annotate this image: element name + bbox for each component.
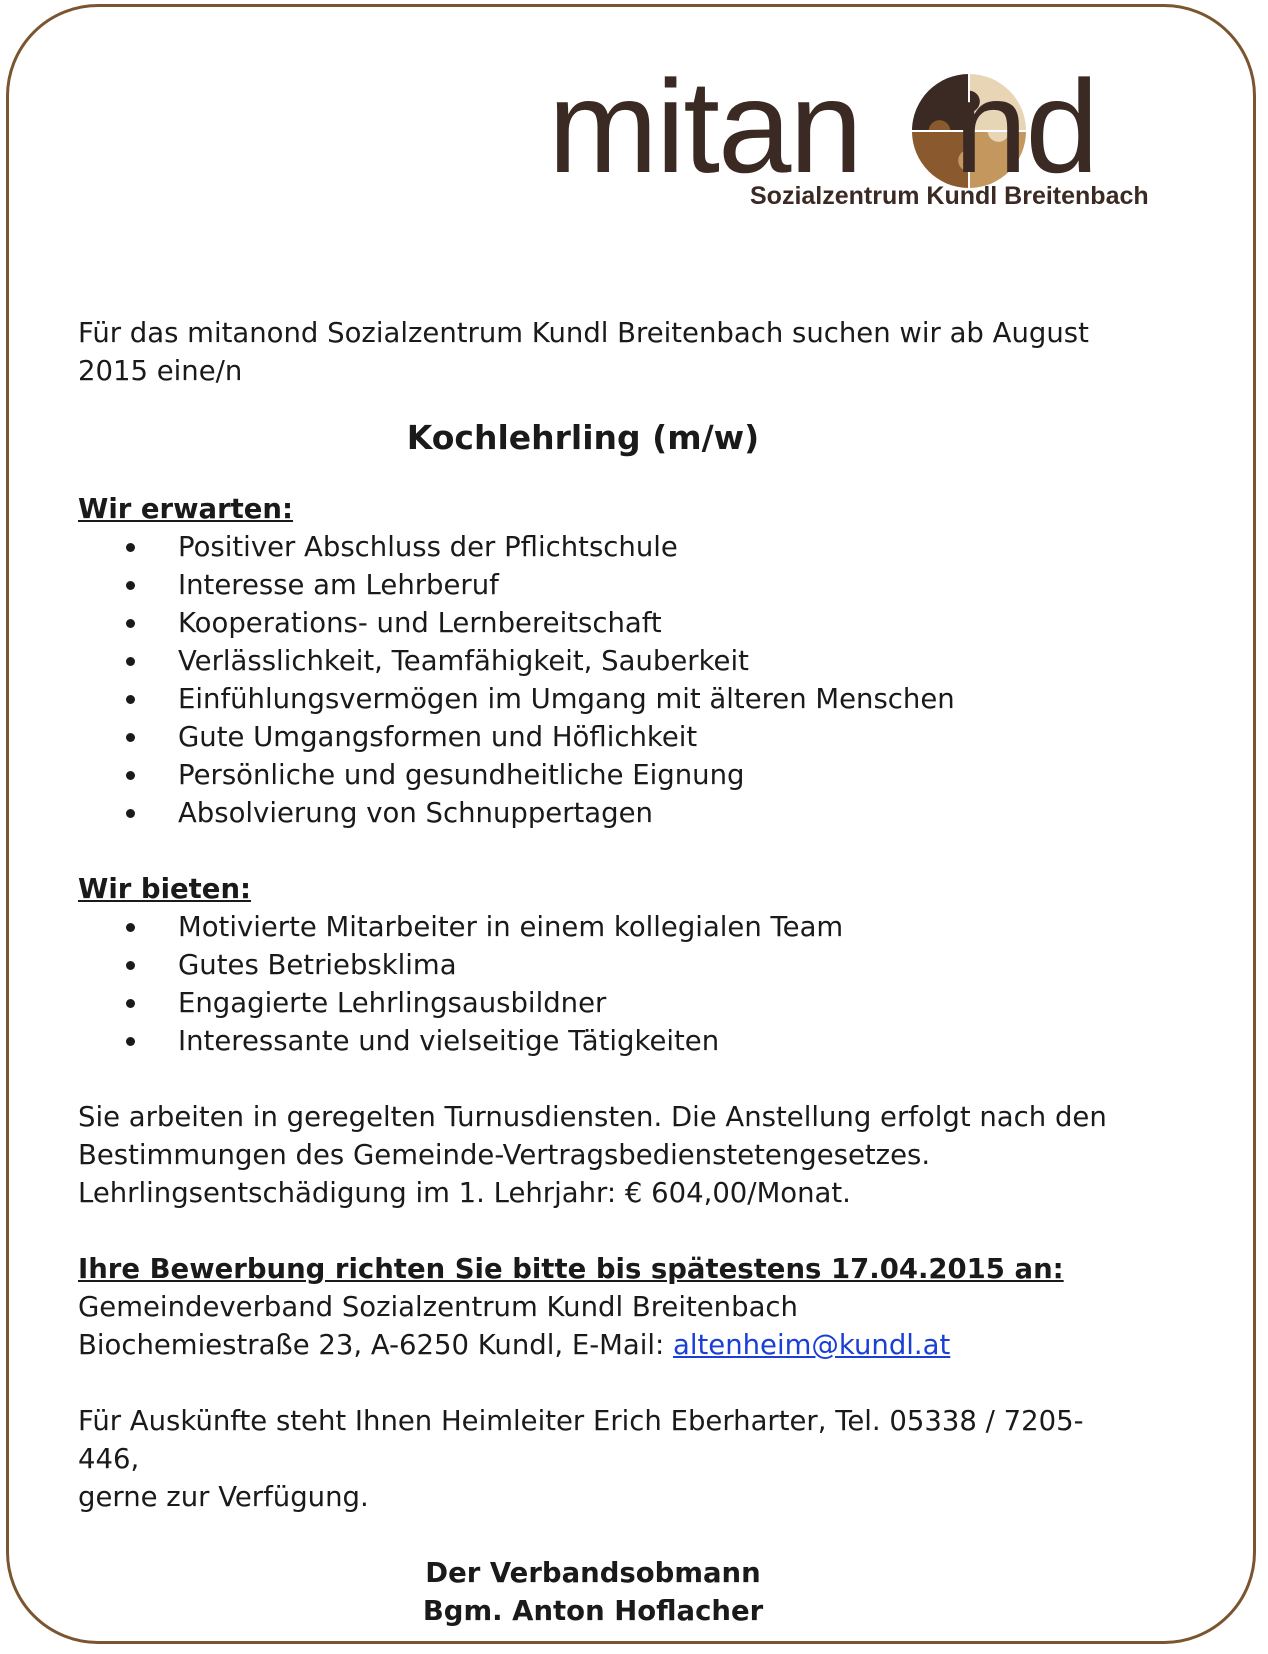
list-item: Gute Umgangsformen und Höflichkeit — [78, 718, 1118, 756]
terms-line: Bestimmungen des Gemeinde-Vertragsbedienstetengesetzes. — [78, 1139, 931, 1171]
signature-role: Der Verbandsobmann — [425, 1557, 761, 1589]
offer-heading: Wir bieten: — [78, 873, 252, 905]
list-item: Interesse am Lehrberuf — [78, 566, 1118, 604]
list-item: Persönliche und gesundheitliche Eignung — [78, 756, 1118, 794]
application-heading: Ihre Bewerbung richten Sie bitte bis spätestens 17.04.2015 an: — [78, 1253, 1064, 1285]
bullet-icon — [126, 809, 135, 818]
bullet-icon — [126, 581, 135, 590]
bullet-icon — [126, 543, 135, 552]
bullet-icon — [126, 923, 135, 932]
bullet-icon — [126, 999, 135, 1008]
intro-text: Für das mitanond Sozialzentrum Kundl Breitenbach suchen wir ab August 2015 eine/n — [78, 317, 1089, 387]
list-item: Kooperations- und Lernbereitschaft — [78, 604, 1118, 642]
list-item: Absolvierung von Schnuppertagen — [78, 794, 1118, 832]
application-address: Biochemiestraße 23, A-6250 Kundl, E-Mail: altenheim@kundl.at — [78, 1329, 951, 1361]
logo-word-right: nd — [954, 53, 1097, 200]
signature-name: Bgm. Anton Hoflacher — [422, 1595, 764, 1627]
bullet-icon — [126, 1037, 135, 1046]
info-line: Für Auskünfte steht Ihnen Heimleiter Erich Eberharter, Tel. 05338 / 7205-446, — [78, 1405, 1084, 1475]
bullet-icon — [126, 657, 135, 666]
email-link[interactable]: altenheim@kundl.at — [673, 1329, 951, 1361]
job-ad-body — [78, 314, 1118, 1630]
bullet-icon — [126, 961, 135, 970]
logo-word-left: mitan — [548, 53, 861, 200]
mitanond-logo — [548, 53, 1168, 222]
expect-heading: Wir erwarten: — [78, 493, 294, 525]
info-line: gerne zur Verfügung. — [78, 1481, 369, 1513]
application-org: Gemeindeverband Sozialzentrum Kundl Breitenbach — [78, 1291, 798, 1323]
list-item: Interessante und vielseitige Tätigkeiten — [78, 1022, 1118, 1060]
logo-subtitle: Sozialzentrum Kundl Breitenbach — [750, 182, 1149, 210]
bullet-icon — [126, 733, 135, 742]
list-item: Motivierte Mitarbeiter in einem kollegialen Team — [78, 908, 1118, 946]
terms-line: Sie arbeiten in geregelten Turnusdiensten. Die Anstellung erfolgt nach den — [78, 1101, 1107, 1133]
list-item: Verlässlichkeit, Teamfähigkeit, Sauberkeit — [78, 642, 1118, 680]
bullet-icon — [126, 771, 135, 780]
list-item: Positiver Abschluss der Pflichtschule — [78, 528, 1118, 566]
bullet-icon — [126, 619, 135, 628]
list-item: Gutes Betriebsklima — [78, 946, 1118, 984]
bullet-icon — [126, 695, 135, 704]
list-item: Engagierte Lehrlingsausbildner — [78, 984, 1118, 1022]
expect-list — [78, 528, 1118, 832]
job-title: Kochlehrling (m/w) — [406, 418, 760, 457]
offer-list — [78, 908, 1118, 1060]
list-item: Einfühlungsvermögen im Umgang mit älteren Menschen — [78, 680, 1118, 718]
salary-line: Lehrlingsentschädigung im 1. Lehrjahr: € 604,00/Monat. — [78, 1177, 851, 1209]
